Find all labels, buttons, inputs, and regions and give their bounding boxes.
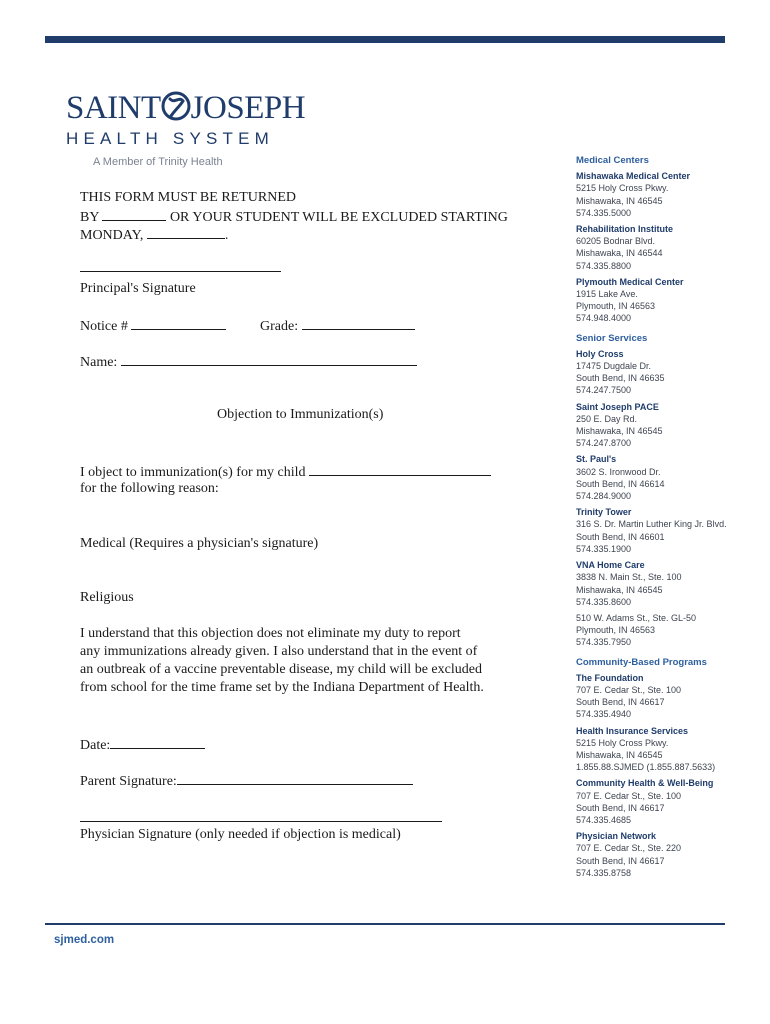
monday-date-blank[interactable] bbox=[147, 225, 225, 239]
location-address: 3838 N. Main St., Ste. 100 bbox=[576, 572, 682, 583]
location-address: 17475 Dugdale Dr. bbox=[576, 361, 652, 372]
understand-paragraph-3: an outbreak of a vaccine preventable disease, my child will be excluded bbox=[80, 662, 482, 677]
religious-option[interactable]: Religious bbox=[80, 590, 134, 605]
location-address: 1915 Lake Ave. bbox=[576, 289, 638, 300]
location-city: South Bend, IN 46601 bbox=[576, 531, 665, 542]
section-title: Medical Centers bbox=[576, 155, 649, 166]
location-entry bbox=[576, 559, 751, 608]
understand-paragraph-4: from school for the time frame set by the Indiana Department of Health. bbox=[80, 680, 484, 695]
date-blank[interactable] bbox=[110, 735, 205, 749]
notice-field: Notice # bbox=[80, 316, 226, 336]
location-name: St. Paul's bbox=[576, 454, 617, 465]
location-address: 316 S. Dr. Martin Luther King Jr. Blvd. bbox=[576, 519, 727, 530]
location-name: Community Health & Well-Being bbox=[576, 778, 714, 789]
location-address: 707 E. Cedar St., Ste. 100 bbox=[576, 684, 682, 695]
location-city: Mishawaka, IN 46545 bbox=[576, 195, 663, 206]
location-address: 3602 S. Ironwood Dr. bbox=[576, 466, 661, 477]
location-phone: 574.284.9000 bbox=[576, 491, 632, 502]
location-entry bbox=[576, 170, 751, 219]
understand-paragraph-1: I understand that this objection does not eliminate my duty to report bbox=[80, 626, 461, 641]
logo-health-system: HEALTH SYSTEM bbox=[66, 129, 275, 148]
logo-joseph-text: JOSEPH bbox=[190, 90, 306, 126]
physician-signature-label: Physician Signature (only needed if objection is medical) bbox=[80, 827, 401, 842]
section-community-programs bbox=[576, 657, 751, 879]
footer-rule bbox=[45, 923, 725, 925]
location-city: South Bend, IN 46617 bbox=[576, 802, 665, 813]
date-field: Date: bbox=[80, 735, 205, 755]
location-city: Plymouth, IN 46563 bbox=[576, 625, 656, 636]
location-name: Mishawaka Medical Center bbox=[576, 171, 691, 182]
location-name: Physician Network bbox=[576, 831, 657, 842]
location-phone: 574.335.4940 bbox=[576, 709, 632, 720]
location-name: Trinity Tower bbox=[576, 507, 632, 518]
location-phone: 574.247.7500 bbox=[576, 385, 632, 396]
name-field: Name: bbox=[80, 352, 417, 372]
location-address: 707 E. Cedar St., Ste. 220 bbox=[576, 843, 682, 854]
reason-statement: for the following reason: bbox=[80, 481, 219, 496]
location-entry bbox=[576, 223, 751, 272]
location-entry bbox=[576, 830, 751, 879]
location-phone: 1.855.88.SJMED (1.855.887.5633) bbox=[576, 762, 716, 773]
location-entry bbox=[576, 453, 751, 502]
objection-title: Objection to Immunization(s) bbox=[217, 407, 384, 422]
location-city: Mishawaka, IN 46544 bbox=[576, 248, 663, 259]
location-phone: 574.335.8800 bbox=[576, 260, 632, 271]
location-entry bbox=[576, 612, 751, 649]
location-address: 250 E. Day Rd. bbox=[576, 413, 638, 424]
principal-signature-line[interactable] bbox=[80, 258, 281, 278]
name-blank[interactable] bbox=[121, 352, 417, 366]
location-phone: 574.948.4000 bbox=[576, 313, 632, 324]
grade-blank[interactable] bbox=[302, 316, 415, 330]
header-rule bbox=[45, 36, 725, 43]
location-city: South Bend, IN 46635 bbox=[576, 373, 665, 384]
location-city: South Bend, IN 46617 bbox=[576, 855, 665, 866]
section-title: Senior Services bbox=[576, 332, 648, 344]
location-address: 5215 Holy Cross Pkwy. bbox=[576, 183, 669, 194]
location-phone: 574.335.8758 bbox=[576, 867, 632, 878]
logo-wordmark bbox=[66, 90, 306, 126]
location-address: 5215 Holy Cross Pkwy. bbox=[576, 737, 669, 748]
parent-signature-blank[interactable] bbox=[177, 771, 413, 785]
parent-signature-field: Parent Signature: bbox=[80, 771, 413, 791]
location-name: Rehabilitation Institute bbox=[576, 224, 674, 235]
object-statement: I object to immunization(s) for my child bbox=[80, 462, 491, 482]
location-entry bbox=[576, 506, 751, 555]
notice-number-blank[interactable] bbox=[131, 316, 226, 330]
saint-joseph-logo bbox=[66, 90, 306, 149]
location-entry bbox=[576, 672, 751, 721]
logo-emblem-icon bbox=[161, 90, 191, 122]
location-entry bbox=[576, 401, 751, 450]
location-phone: 574.335.7950 bbox=[576, 637, 632, 648]
location-phone: 574.247.8700 bbox=[576, 438, 632, 449]
location-city: South Bend, IN 46614 bbox=[576, 478, 665, 489]
location-address: 510 W. Adams St., Ste. GL-50 bbox=[576, 612, 697, 623]
location-address: 60205 Bodnar Blvd. bbox=[576, 236, 656, 247]
location-city: Mishawaka, IN 46545 bbox=[576, 426, 663, 437]
return-notice-line-3: MONDAY, . bbox=[80, 225, 228, 245]
location-phone: 574.335.4685 bbox=[576, 814, 632, 825]
location-name: The Foundation bbox=[576, 672, 644, 683]
return-notice-line-2: BY OR YOUR STUDENT WILL BE EXCLUDED STARTING bbox=[80, 207, 508, 227]
physician-signature-line[interactable] bbox=[80, 808, 442, 828]
location-city: Mishawaka, IN 46545 bbox=[576, 749, 663, 760]
logo-saint-text: SAINT bbox=[66, 90, 161, 126]
location-name: Holy Cross bbox=[576, 348, 624, 359]
footer-website-link[interactable]: sjmed.com bbox=[54, 934, 115, 946]
section-senior-services bbox=[576, 333, 751, 649]
location-city: Mishawaka, IN 46545 bbox=[576, 584, 663, 595]
return-notice-line-1: THIS FORM MUST BE RETURNED bbox=[80, 190, 296, 205]
location-entry bbox=[576, 725, 751, 774]
location-phone: 574.335.5000 bbox=[576, 207, 632, 218]
principal-signature-label: Principal's Signature bbox=[80, 281, 196, 296]
location-name: Saint Joseph PACE bbox=[576, 401, 659, 412]
location-phone: 574.335.8600 bbox=[576, 596, 632, 607]
medical-option[interactable]: Medical (Requires a physician's signature) bbox=[80, 536, 319, 551]
location-name: VNA Home Care bbox=[576, 560, 645, 571]
section-title: Community-Based Programs bbox=[576, 656, 707, 668]
location-city: South Bend, IN 46617 bbox=[576, 697, 665, 708]
location-name: Health Insurance Services bbox=[576, 725, 689, 736]
location-entry bbox=[576, 276, 751, 325]
location-address: 707 E. Cedar St., Ste. 100 bbox=[576, 790, 682, 801]
location-city: Plymouth, IN 46563 bbox=[576, 301, 656, 312]
section-medical-centers bbox=[576, 155, 751, 325]
location-name: Plymouth Medical Center bbox=[576, 276, 684, 287]
location-phone: 574.335.1900 bbox=[576, 543, 632, 554]
grade-field: Grade: bbox=[260, 316, 415, 336]
return-by-date-blank[interactable] bbox=[102, 207, 166, 221]
child-name-blank[interactable] bbox=[309, 462, 491, 476]
understand-paragraph-2: any immunizations already given. I also understand that in the event of bbox=[80, 644, 478, 659]
logo-member-text: A Member of Trinity Health bbox=[93, 156, 223, 168]
location-entry bbox=[576, 777, 751, 826]
location-entry bbox=[576, 348, 751, 397]
locations-sidebar bbox=[576, 155, 751, 883]
